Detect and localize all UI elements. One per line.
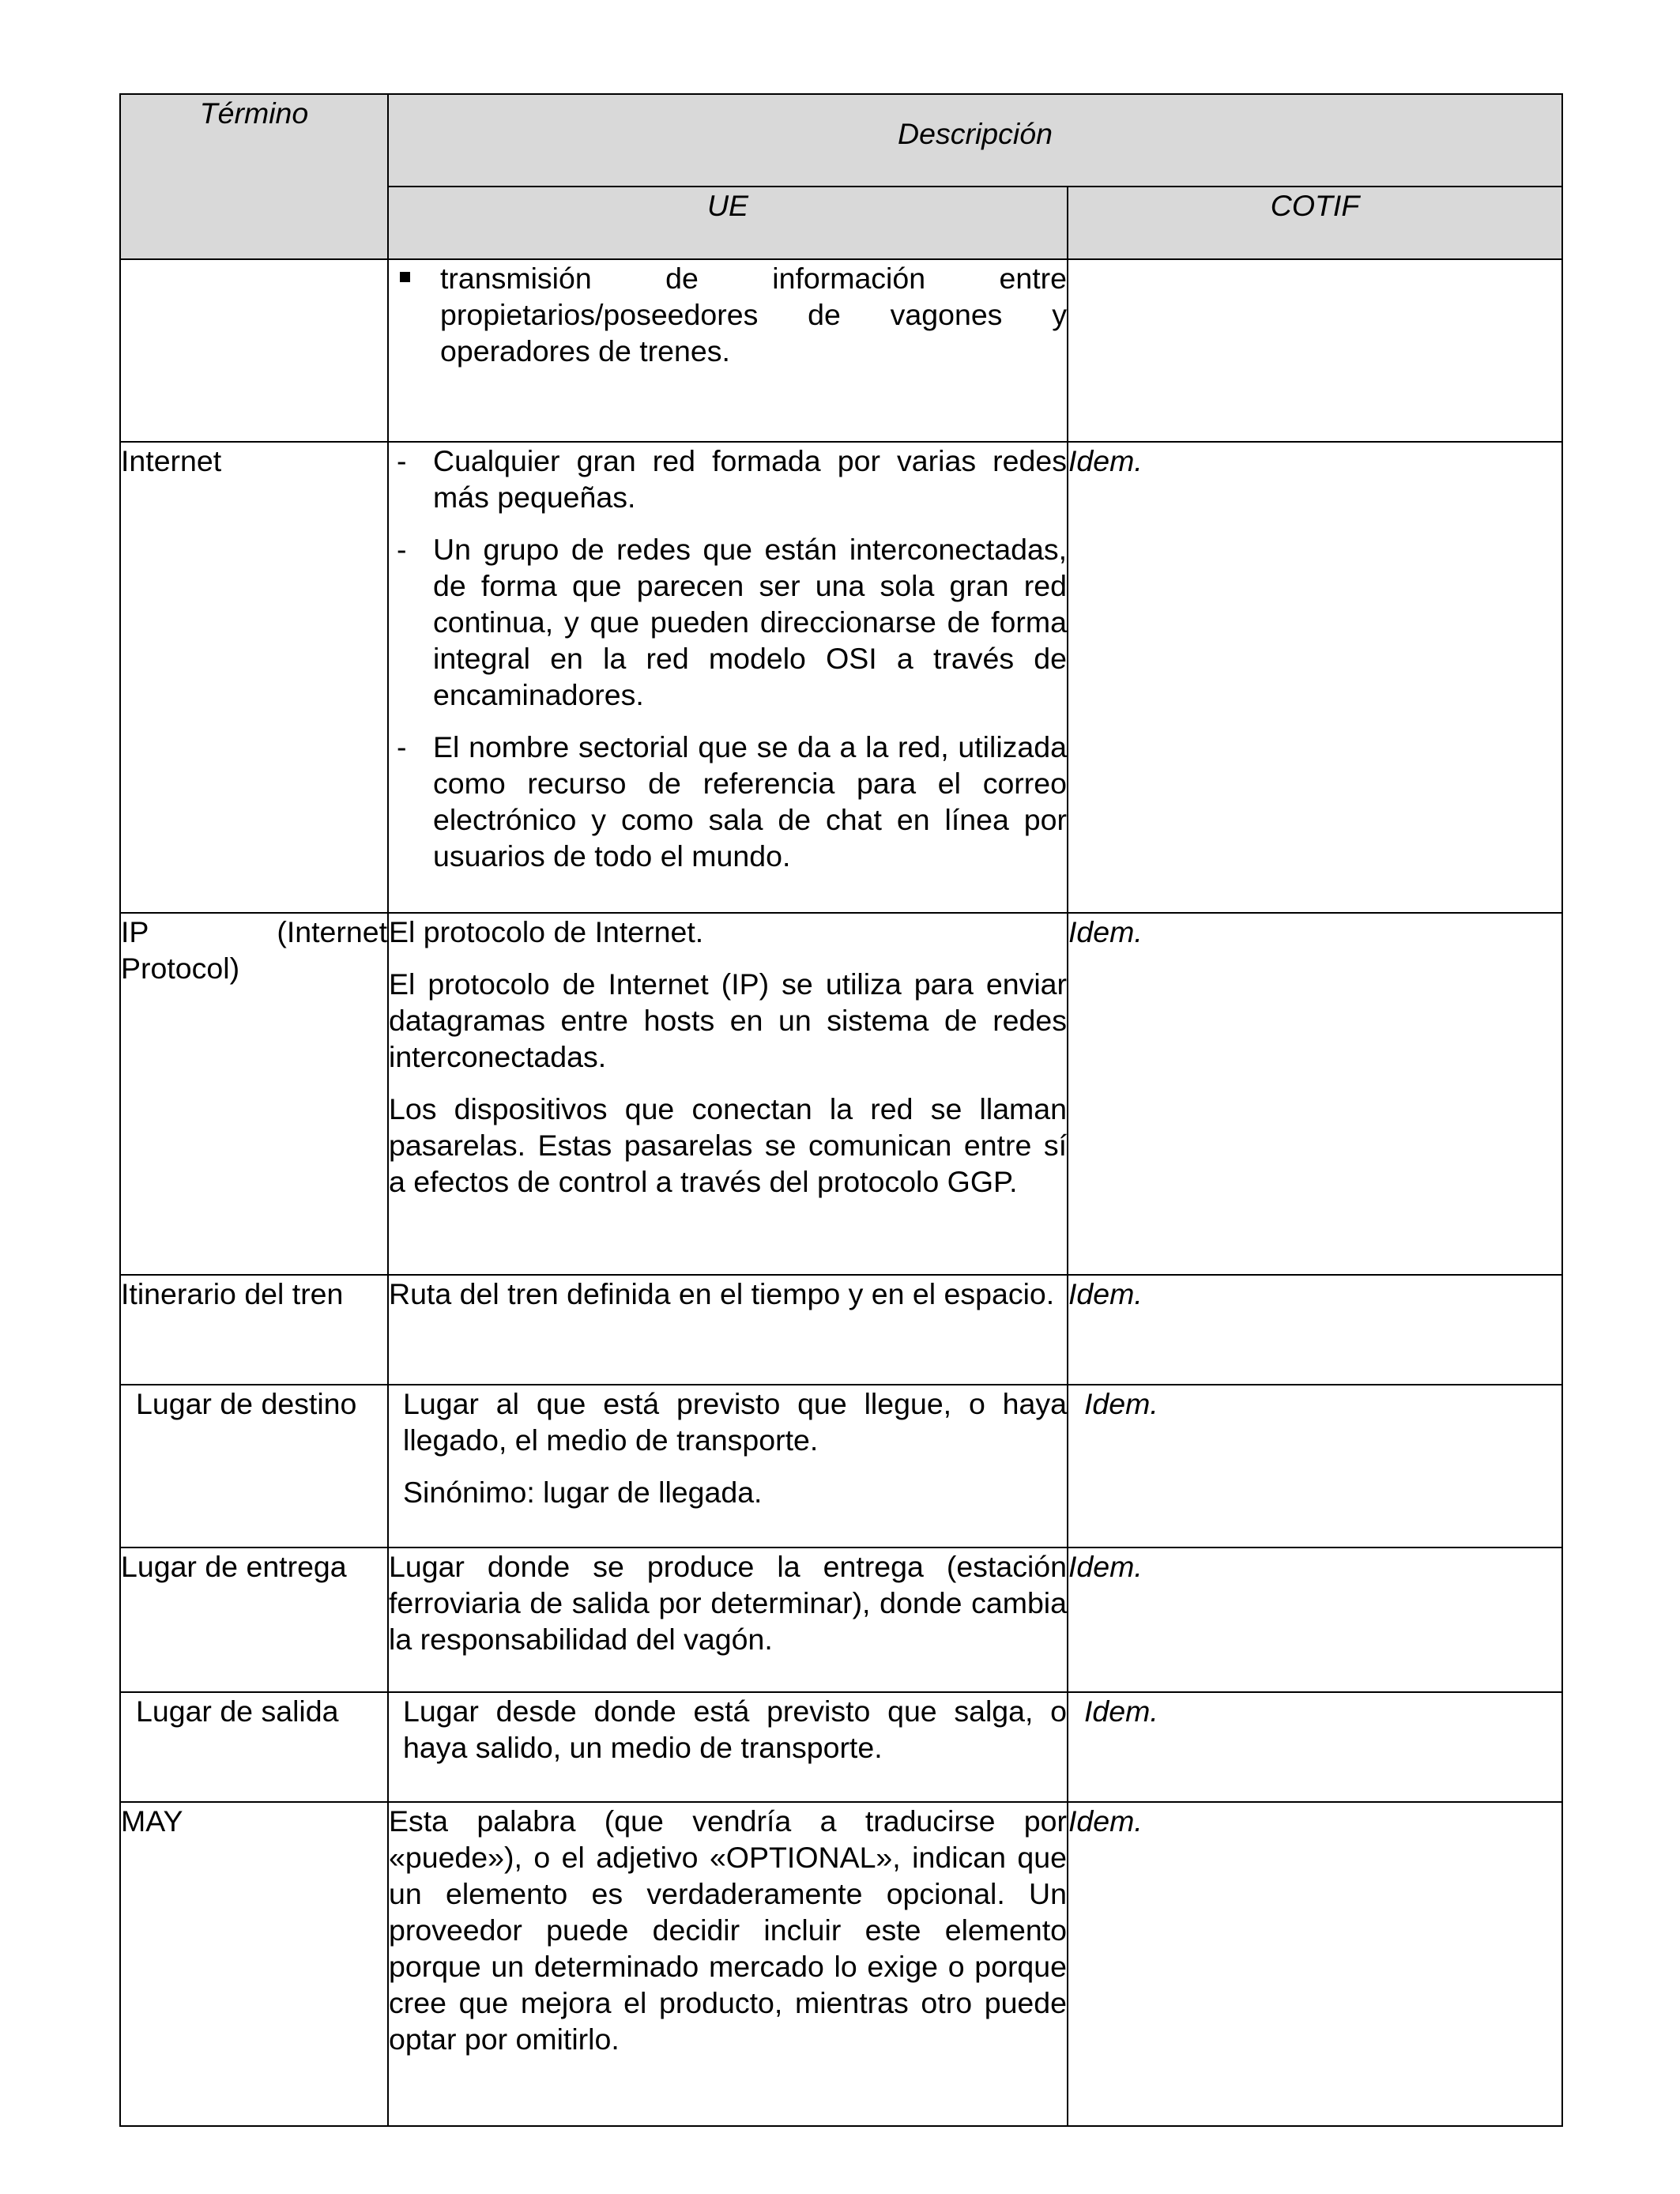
- cotif-cell: Idem.: [1068, 442, 1562, 913]
- term-cell: Itinerario del tren: [120, 1275, 388, 1385]
- term-cell: Lugar de salida: [120, 1692, 388, 1802]
- dash-text: El nombre sectorial que se da a la red, utilizada como recurso de referencia para el correo electrónico y como sala de chat en línea por usuarios de todo el mundo.: [433, 730, 1067, 873]
- dash-text: Un grupo de redes que están interconectadas, de forma que parecen ser una sola gran red continua, y que pueden direccionarse de forma integral en la red modelo OSI a través de encaminadores.: [433, 533, 1067, 711]
- table-row: [120, 259, 1562, 442]
- cotif-cell: Idem.: [1068, 913, 1562, 1275]
- cotif-cell: Idem.: [1068, 1385, 1562, 1547]
- term-cell: Internet: [120, 442, 388, 913]
- header-term: Término: [120, 94, 388, 259]
- table-row: [120, 1547, 1562, 1692]
- term-cell: Lugar de destino: [120, 1385, 388, 1547]
- dash-bullet-icon: -: [397, 444, 407, 477]
- term-cell: [120, 259, 388, 442]
- dash-item: [389, 531, 1067, 713]
- table-row: [120, 442, 1562, 913]
- table-row: [120, 1802, 1562, 2126]
- cotif-cell: [1068, 259, 1562, 442]
- table-body: [120, 259, 1562, 2126]
- ue-cell: [388, 442, 1068, 913]
- table-row: [120, 1692, 1562, 1802]
- term-cell: MAY: [120, 1802, 388, 2126]
- ue-cell: [388, 1547, 1068, 1692]
- ue-paragraph: Lugar al que está previsto que llegue, o haya llegado, el medio de transporte.: [403, 1387, 1067, 1457]
- ue-cell: [388, 259, 1068, 442]
- ue-paragraph: Esta palabra (que vendría a traducirse por «puede»), o el adjetivo «OPTIONAL», indican que un elemento es verdaderamente opcional. Un proveedor puede decidir incluir este elemento porque un determinado mercado lo exige o porque cree que mejora el producto, mientras otro puede optar por omitirlo.: [389, 1804, 1067, 2056]
- header-description: Descripción: [388, 94, 1562, 187]
- cotif-cell: Idem.: [1068, 1802, 1562, 2126]
- dash-bullet-icon: -: [397, 730, 407, 763]
- ue-paragraph: El protocolo de Internet.: [389, 915, 704, 948]
- ue-paragraph: El protocolo de Internet (IP) se utiliza para enviar datagramas entre hosts en un sistema de redes interconectadas.: [389, 967, 1067, 1073]
- dash-item: [389, 729, 1067, 874]
- ue-cell: [388, 913, 1068, 1275]
- term-cell: Lugar de entrega: [120, 1547, 388, 1692]
- ue-paragraph: Ruta del tren definida en el tiempo y en el espacio.: [389, 1277, 1055, 1310]
- table-row: [120, 1275, 1562, 1385]
- ue-paragraph: Lugar donde se produce la entrega (estación ferroviaria de salida por determinar), donde cambia la responsabilidad del vagón.: [389, 1550, 1067, 1656]
- table-row: [120, 913, 1562, 1275]
- bullet-item: [389, 260, 1067, 369]
- ue-paragraph: Lugar desde donde está previsto que salga, o haya salido, un medio de transporte.: [403, 1695, 1067, 1764]
- bullet-text: transmisión de información entre propietarios/poseedores de vagones y operadores de trenes.: [440, 262, 1067, 368]
- header-ue: UE: [388, 187, 1068, 259]
- ue-cell: [388, 1692, 1068, 1802]
- ue-cell: [388, 1385, 1068, 1547]
- dash-text: Cualquier gran red formada por varias redes más pequeñas.: [433, 444, 1067, 514]
- header-cotif: COTIF: [1068, 187, 1562, 259]
- ue-cell: [388, 1802, 1068, 2126]
- ue-cell: [388, 1275, 1068, 1385]
- ue-paragraph: Los dispositivos que conectan la red se llaman pasarelas. Estas pasarelas se comunican entre sí a efectos de control a través del protocolo GGP.: [389, 1092, 1067, 1198]
- glossary-table: [119, 93, 1563, 2127]
- square-bullet-icon: [400, 272, 410, 282]
- header-row-1: [120, 94, 1562, 187]
- table-header: [120, 94, 1562, 259]
- cotif-cell: Idem.: [1068, 1547, 1562, 1692]
- cotif-cell: Idem.: [1068, 1692, 1562, 1802]
- table-row: [120, 1385, 1562, 1547]
- cotif-cell: Idem.: [1068, 1275, 1562, 1385]
- ue-paragraph: Sinónimo: lugar de llegada.: [403, 1476, 763, 1509]
- term-cell: IP (Internet Protocol): [120, 913, 388, 1275]
- dash-bullet-icon: -: [397, 533, 407, 566]
- dash-item: [389, 443, 1067, 515]
